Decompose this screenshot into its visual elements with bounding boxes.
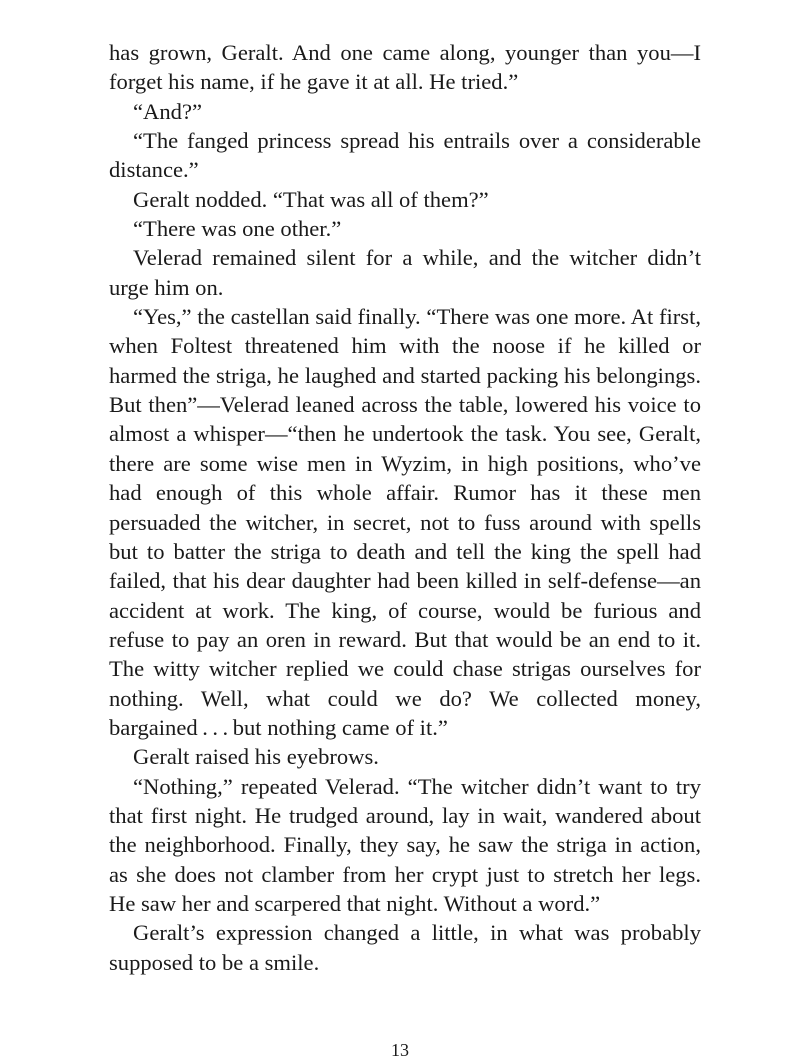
paragraph: Velerad remained silent for a while, and the witcher didn’t urge him on. bbox=[109, 245, 701, 300]
page-number: 13 bbox=[391, 1040, 409, 1060]
paragraph: “There was one other.” bbox=[133, 216, 342, 242]
paragraph: “Nothing,” repeated Velerad. “The witcher didn’t want to try that first night. He trudged around, lay in wait, wandered about the neighborhood. Finally, they say, he saw the striga in action, as she does not clamber from her crypt just to stretch her legs. He saw her and scarpered that night. Without a word.” bbox=[109, 773, 701, 916]
paragraph: “The fanged princess spread his entrails over a considerable distance.” bbox=[109, 128, 701, 183]
paragraph: Geralt raised his eyebrows. bbox=[133, 744, 379, 770]
paragraph: Geralt’s expression changed a little, in what was probably supposed to be a smile. bbox=[109, 920, 701, 975]
paragraph-continued: has grown, Geralt. And one came along, younger than you—I forget his name, if he gave it at all. He tried.” bbox=[109, 40, 701, 95]
paragraph: “And?” bbox=[133, 98, 202, 124]
paragraph: Geralt nodded. “That was all of them?” bbox=[133, 186, 489, 212]
page-body bbox=[109, 38, 701, 977]
paragraph: “Yes,” the castellan said finally. “There was one more. At first, when Foltest threatened him with the noose if he killed or harmed the striga, he laughed and started packing his belongings. But then”—Velerad leaned across the table, lowered his voice to almost a whisper—“then he undertook the task. You see, Geralt, there are some wise men in Wyzim, in high positions, who’ve had enough of this whole affair. Rumor has it these men persuaded the witcher, in secret, not to fuss around with spells but to batter the striga to death and tell the king the spell had failed, that his dear daughter had been killed in self-defense—an accident at work. The king, of course, would be furious and refuse to pay an oren in reward. But that would be an end to it. The witty witcher replied we could chase strigas ourselves for nothing. Well, what could we do? We collected money, bargained . . . but nothing came of it.” bbox=[109, 304, 701, 740]
